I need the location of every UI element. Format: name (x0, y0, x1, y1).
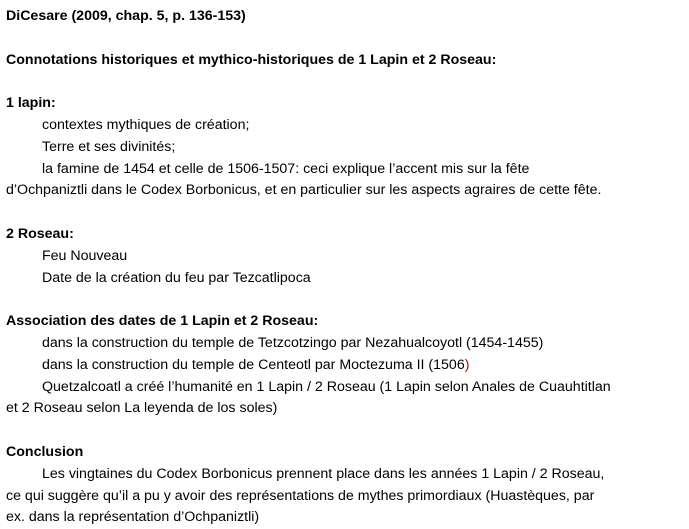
section-title-roseau: 2 Roseau: (6, 225, 74, 242)
spacer (6, 28, 689, 50)
section-lapin (6, 93, 689, 202)
section-roseau (6, 224, 689, 289)
citation: DiCesare (2009, chap. 5, p. 136-153) (6, 8, 246, 24)
list-item: Date de la création du feu par Tezcatlipoca (42, 269, 311, 286)
list-item: Feu Nouveau (42, 247, 128, 264)
section-title-conclusion: Conclusion (6, 443, 84, 460)
list-item: la famine de 1454 et celle de 1506-1507: ceci explique l’accent mis sur la fête (42, 160, 530, 177)
list-item-continuation: d’Ochpaniztli dans le Codex Borbonicus, et en particulier sur les aspects agraires de cette fête. (6, 182, 602, 199)
spacer (6, 420, 689, 442)
spacer (6, 202, 689, 224)
section-conclusion (6, 442, 689, 529)
section-association (6, 311, 689, 420)
list-item: dans la construction du temple de Tetzcotzingo par Nezahualcoyotl (1454-1455) (42, 334, 544, 351)
paragraph-line: ce qui suggère qu’il a pu y avoir des représentations de mythes primordiaux (Huastèques, par (6, 487, 595, 504)
list-item (6, 355, 689, 377)
list-item-text: dans la construction du temple de Centeotl par Moctezuma II (1506 (42, 356, 465, 373)
spacer (6, 71, 689, 93)
list-item: contextes mythiques de création; (42, 116, 250, 133)
paragraph-line: Les vingtaines du Codex Borbonicus prennent place dans les années 1 Lapin / 2 Roseau, (42, 465, 605, 482)
list-item-continuation: et 2 Roseau selon La leyenda de los soles) (6, 400, 278, 417)
spacer (6, 289, 689, 311)
section-title-lapin: 1 lapin: (6, 95, 56, 112)
list-item: Quetzalcoatl a créé l’humanité en 1 Lapin / 2 Roseau (1 Lapin selon Anales de Cuauhtitlan (42, 378, 611, 395)
document-heading: Connotations historiques et mythico-historiques de 1 Lapin et 2 Roseau: (6, 51, 497, 68)
red-parenthesis: ) (464, 356, 470, 373)
section-title-association: Association des dates de 1 Lapin et 2 Roseau: (6, 313, 319, 330)
paragraph-line: ex. dans la représentation d’Ochpaniztli) (6, 509, 260, 526)
list-item: Terre et ses divinités; (42, 138, 176, 155)
